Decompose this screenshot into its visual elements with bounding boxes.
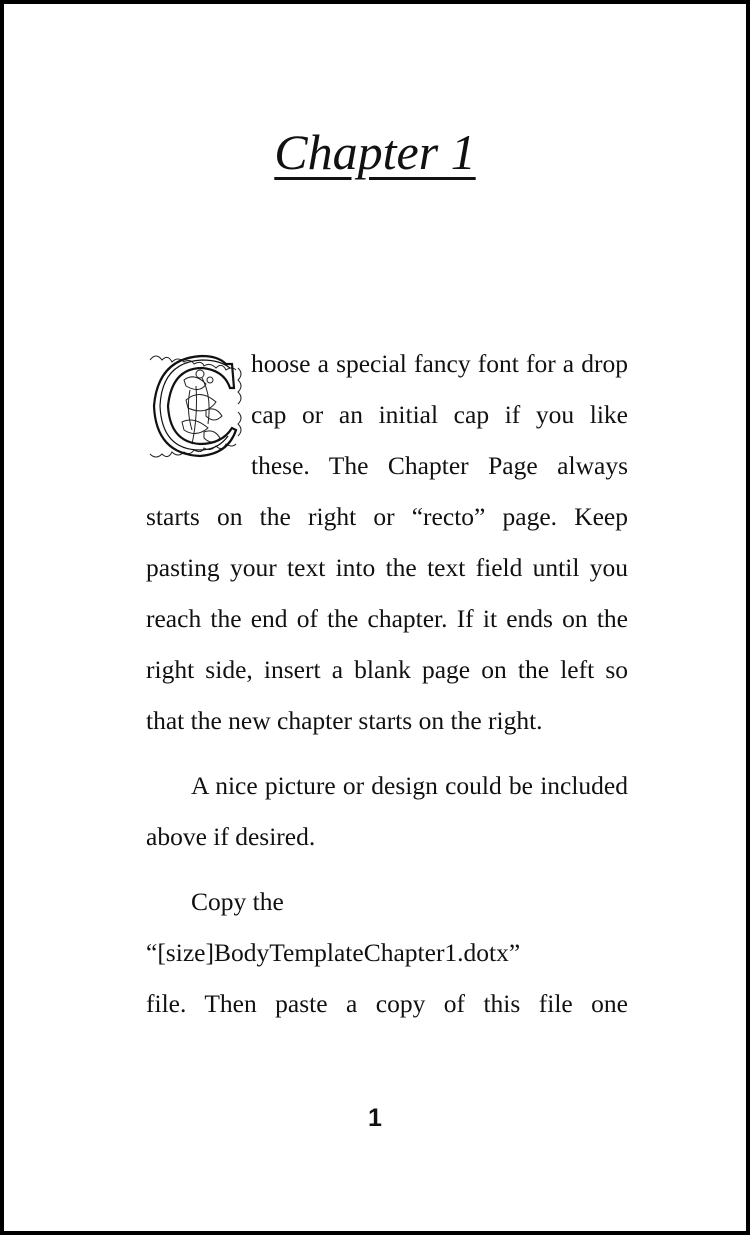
paragraph-copy-instructions	[146, 876, 628, 1029]
paragraph-intro	[146, 338, 628, 746]
paragraph-picture-note: A nice picture or design could be included above if desired.	[146, 771, 628, 851]
copy-line-3: file. Then paste a copy of this file one	[146, 989, 628, 1018]
page-number: 1	[368, 1104, 382, 1132]
copy-line-1: Copy the	[191, 887, 284, 916]
dropcap-ornate-c-icon	[146, 350, 246, 462]
paragraph-intro-text: hoose a special fancy font for a drop cap or an initial cap if you like these. The Chapter Page always starts on the right or “recto” page. Keep pasting your text into the text field until you reach the end of the chapter. If it ends on the right side, insert a blank page on the left so that the new chapter starts on the right.	[146, 349, 628, 735]
chapter-heading	[4, 122, 746, 182]
chapter-body	[146, 338, 628, 1029]
copy-line-filename: “[size]BodyTemplateChapter1.dotx”	[146, 938, 521, 967]
chapter-title-text: Chapter 1	[274, 124, 476, 180]
